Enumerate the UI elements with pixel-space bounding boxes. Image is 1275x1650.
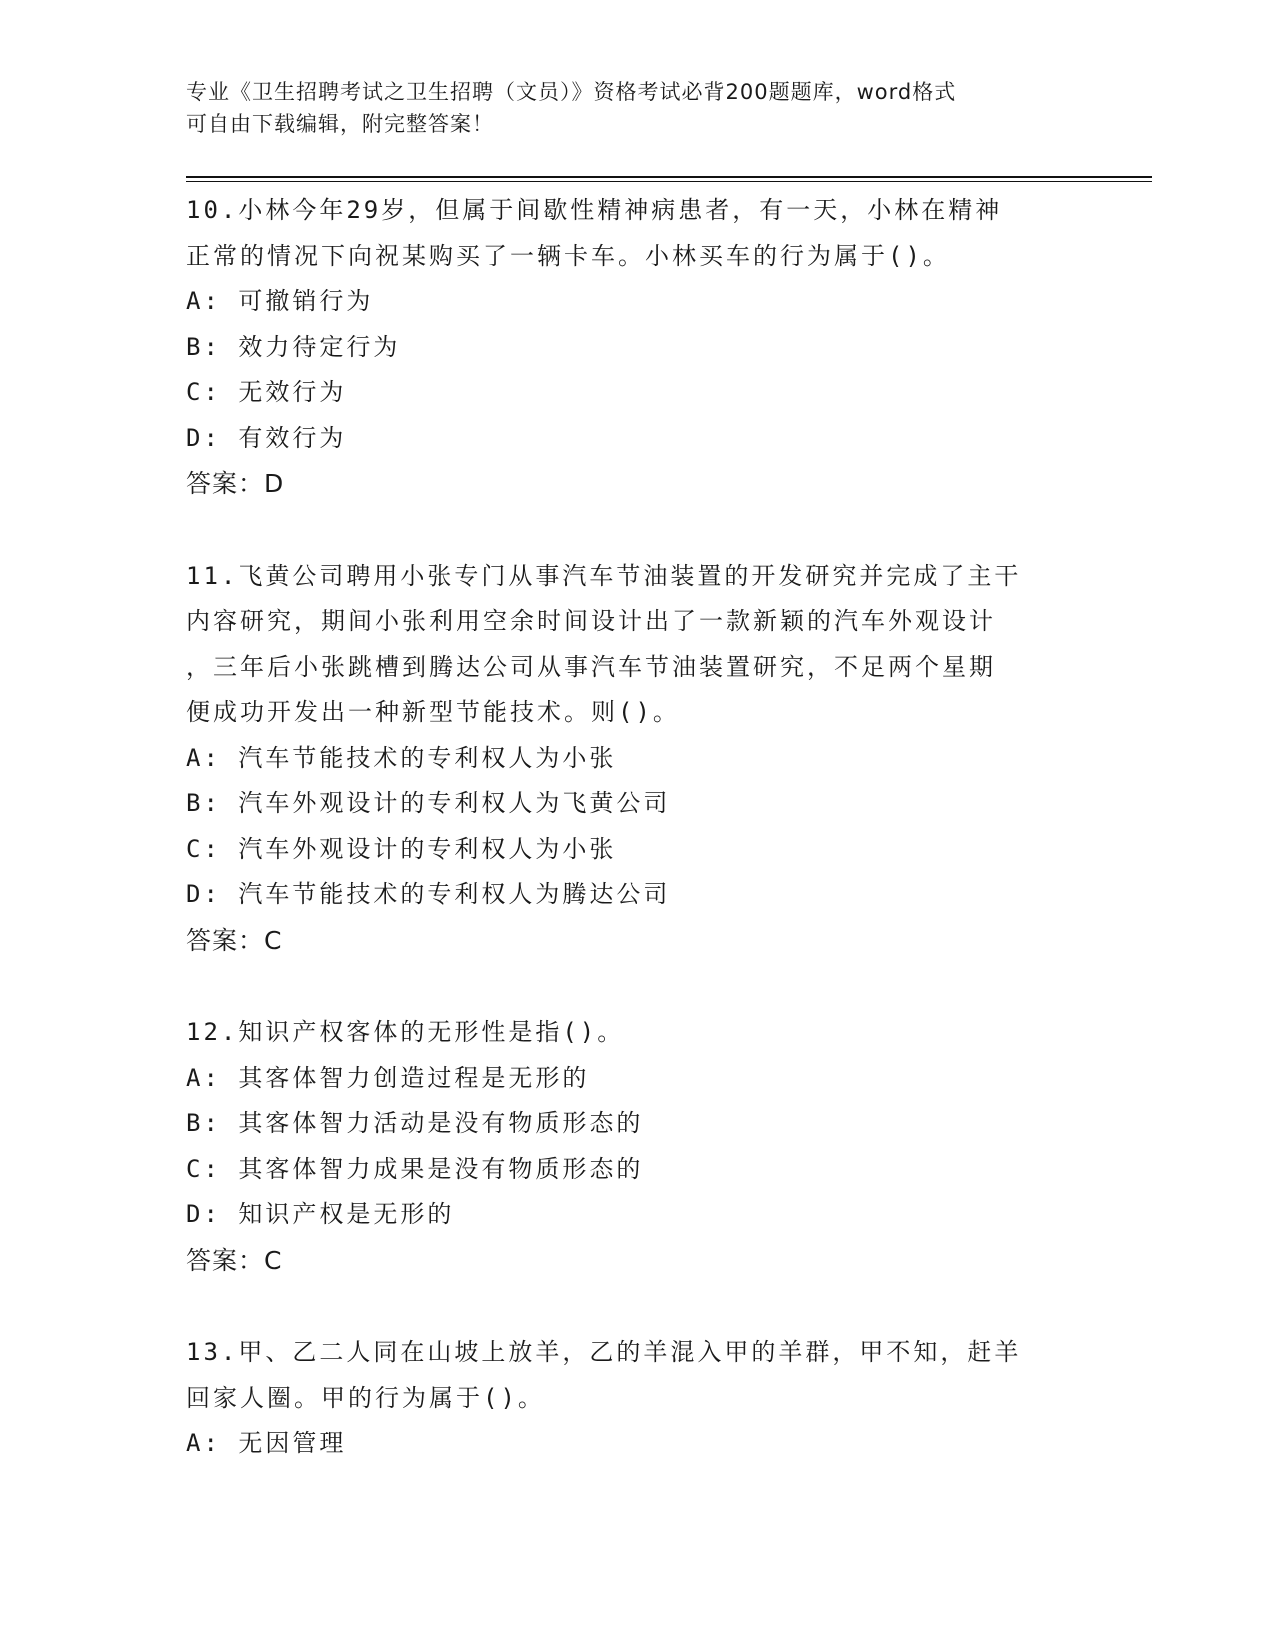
option-a: A: 无因管理 — [186, 1429, 347, 1457]
answer-line: 答案：C — [186, 925, 283, 955]
question-stem-line: ，三年后小张跳槽到腾达公司从事汽车节油装置研究，不足两个星期 — [186, 652, 996, 681]
option-a: A: 可撤销行为 — [186, 287, 374, 315]
question-12 — [186, 1010, 1086, 1283]
question-stem-line: 12.知识产权客体的无形性是指()。 — [186, 1018, 625, 1046]
question-stem-line: 回家人圈。甲的行为属于()。 — [186, 1383, 545, 1412]
option-b: B: 汽车外观设计的专利权人为飞黄公司 — [186, 789, 671, 817]
question-list — [186, 188, 1086, 1514]
header-line-1: 专业《卫生招聘考试之卫生招聘（文员）》资格考试必背200题题库，word格式 — [186, 80, 957, 104]
question-11 — [186, 554, 1086, 964]
question-stem-line: 内容研究，期间小张利用空余时间设计出了一款新颖的汽车外观设计 — [186, 607, 996, 635]
question-13 — [186, 1330, 1086, 1467]
question-10 — [186, 188, 1086, 507]
option-a: A: 其客体智力创造过程是无形的 — [186, 1063, 590, 1092]
header-divider-thick — [186, 176, 1152, 178]
option-c: C: 无效行为 — [186, 378, 347, 406]
header-divider-thin — [186, 181, 1152, 182]
option-a: A: 汽车节能技术的专利权人为小张 — [186, 743, 617, 772]
answer-line: 答案：D — [186, 469, 285, 498]
answer-line: 答案：C — [186, 1245, 283, 1275]
header-line-2: 可自由下载编辑，附完整答案！ — [186, 112, 494, 136]
option-c: C: 其客体智力成果是没有物质形态的 — [186, 1154, 644, 1183]
option-b: B: 效力待定行为 — [186, 332, 401, 361]
question-stem-line: 13.甲、乙二人同在山坡上放羊，乙的羊混入甲的羊群，甲不知，赶羊 — [186, 1338, 1022, 1366]
question-stem-line: 11.飞黄公司聘用小张专门从事汽车节油装置的开发研究并完成了主干 — [186, 561, 1022, 590]
document-header — [186, 76, 1066, 140]
option-c: C: 汽车外观设计的专利权人为小张 — [186, 834, 617, 863]
option-d: D: 汽车节能技术的专利权人为腾达公司 — [186, 880, 671, 908]
question-stem-line: 10.小林今年29岁，但属于间歇性精神病患者，有一天，小林在精神 — [186, 196, 1003, 224]
option-b: B: 其客体智力活动是没有物质形态的 — [186, 1109, 644, 1137]
option-d: D: 有效行为 — [186, 423, 347, 452]
question-stem-line: 便成功开发出一种新型节能技术。则()。 — [186, 698, 680, 726]
question-stem-line: 正常的情况下向祝某购买了一辆卡车。小林买车的行为属于()。 — [186, 241, 950, 270]
option-d: D: 知识产权是无形的 — [186, 1200, 455, 1228]
